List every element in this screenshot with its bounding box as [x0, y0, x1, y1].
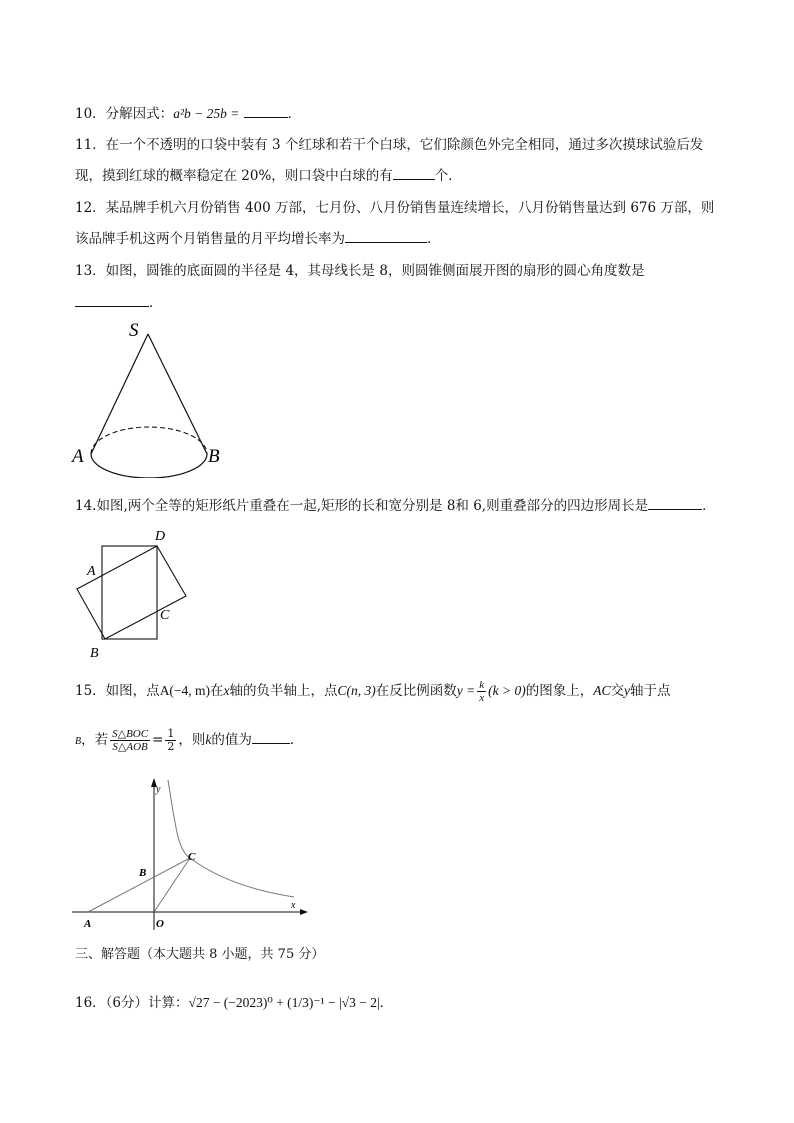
graph-label-c: C — [188, 851, 196, 863]
q14-end: ． — [702, 498, 716, 514]
q12-line2 — [75, 229, 441, 248]
cone-base-hidden-arc — [91, 427, 207, 454]
rect-label-b: B — [90, 646, 99, 661]
q15-point-a: A(−4, m) — [159, 683, 211, 698]
q15-func-fraction — [477, 679, 486, 704]
q15-line2-mid: ，则 — [178, 732, 206, 748]
q15-mid6: 轴于点 — [630, 683, 671, 699]
q15-func-cond: (k > 0) — [488, 683, 526, 698]
q15-x-var: x — [223, 683, 230, 698]
x-axis-arrow — [300, 909, 308, 915]
q14-line1: 14.如图,两个全等的矩形纸片重叠在一起,矩形的长和宽分别是 8和 6,则重叠部分的四边形周长是 — [75, 498, 649, 514]
q13-line2-end: ． — [149, 295, 163, 311]
q15-mid5: 交 — [610, 683, 625, 699]
q13-line2 — [75, 293, 163, 312]
q12-answer-blank[interactable] — [345, 229, 427, 243]
graph-label-o: O — [156, 918, 164, 930]
cone-base-front-arc — [91, 454, 207, 478]
q15-mid3: 在反比例函数 — [375, 683, 457, 699]
q12-line2-end: ． — [427, 231, 441, 247]
q15-func-num: k — [479, 679, 485, 691]
hyperbola-curve — [168, 780, 294, 897]
cone-label-b: B — [208, 446, 220, 467]
q14-answer-blank[interactable] — [648, 496, 702, 510]
q15-answer-blank[interactable] — [252, 730, 290, 744]
upright-rectangle — [102, 546, 157, 639]
q15-b-label: B — [75, 736, 82, 747]
q15-k-var: k — [205, 732, 212, 747]
cone-right-edge — [148, 334, 207, 454]
q15-y-var: y — [624, 683, 631, 698]
q15-ac: AC — [593, 683, 611, 698]
q15-mid1: 在 — [210, 683, 224, 699]
q15-ratio-num: S△BOC — [112, 728, 149, 740]
q15-eq: = — [152, 732, 164, 748]
q15-line2-post: 的值为 — [211, 732, 252, 748]
q16-end: ． — [379, 995, 394, 1011]
q15-ratio-den: S△AOB — [112, 741, 148, 753]
q15-half-num: 1 — [167, 727, 175, 740]
q10-expression: a²b − 25b = — [173, 106, 240, 121]
q10-end: ． — [287, 106, 302, 122]
q16-pre: 16．（6分）计算： — [75, 995, 189, 1011]
q15-mid2: 轴的负半轴上，点 — [229, 683, 338, 699]
q15-pre: 15．如图，点 — [75, 683, 160, 699]
q15-func-y: y = — [456, 683, 476, 698]
graph-label-a: A — [84, 918, 92, 930]
rect-label-d: D — [155, 529, 166, 544]
q11-answer-blank[interactable] — [393, 166, 435, 180]
line-oc — [154, 858, 190, 912]
cone-label-s: S — [129, 320, 139, 341]
rect-label-c: C — [160, 608, 170, 623]
cone-label-a: A — [72, 446, 84, 467]
q10-answer-blank[interactable] — [244, 104, 288, 118]
cone-left-edge — [91, 334, 148, 454]
q15-half-den: 2 — [167, 740, 175, 753]
cone-figure — [66, 318, 236, 478]
q15-line1 — [75, 679, 671, 704]
q15-line2-pre: ，若 — [81, 732, 109, 748]
hyperbola-figure — [66, 770, 316, 932]
q15-end: ． — [289, 732, 304, 748]
graph-label-b: B — [139, 867, 147, 879]
q13-line1: 13．如图，圆锥的底面圆的半径是 4，其母线长是 8，则圆锥侧面展开图的扇形的圆心角度数是 — [75, 263, 645, 279]
graph-label-y: y — [156, 784, 161, 795]
q11-line2-text: 现，摸到红球的概率稳定在 20%，则口袋中白球的有 — [75, 168, 393, 184]
q13-answer-blank[interactable] — [75, 293, 149, 307]
q15-line2 — [75, 728, 303, 753]
q15-mid4: 的图象上， — [525, 683, 594, 699]
q12-line2-text: 该品牌手机这两个月销售量的月平均增长率为 — [75, 231, 345, 247]
q16-expression: √27 − (−2023)⁰ + (1/3)⁻¹ − |√3 − 2| — [188, 995, 380, 1010]
q11-line2 — [75, 166, 462, 185]
q15-half-fraction — [165, 728, 176, 753]
q12-line1: 12．某品牌手机六月份销售 400 万部，七月份、八月份销售量连续增长，八月份销售量达到 676 万部，则 — [75, 200, 715, 216]
question-16 — [75, 994, 393, 1012]
question-14 — [75, 496, 716, 515]
question-10 — [75, 104, 301, 123]
tilted-rectangle — [77, 546, 186, 639]
graph-label-x: x — [291, 900, 296, 911]
rect-label-a: A — [87, 564, 96, 579]
q11-line1: 11．在一个不透明的口袋中装有 3 个红球和若干个白球，它们除颜色外完全相同，通过多次摸球试验后发 — [75, 137, 704, 153]
q15-func-den: x — [479, 692, 485, 704]
section-3-heading: 三、解答题（本大题共 8 小题，共 75 分） — [75, 947, 325, 962]
q11-line2-end: 个． — [434, 168, 462, 184]
rectangles-figure — [72, 524, 202, 662]
q15-ratio-fraction — [110, 728, 150, 753]
q10-text: 10．分解因式： — [75, 106, 174, 122]
q15-point-c: C(n, 3) — [337, 683, 376, 698]
